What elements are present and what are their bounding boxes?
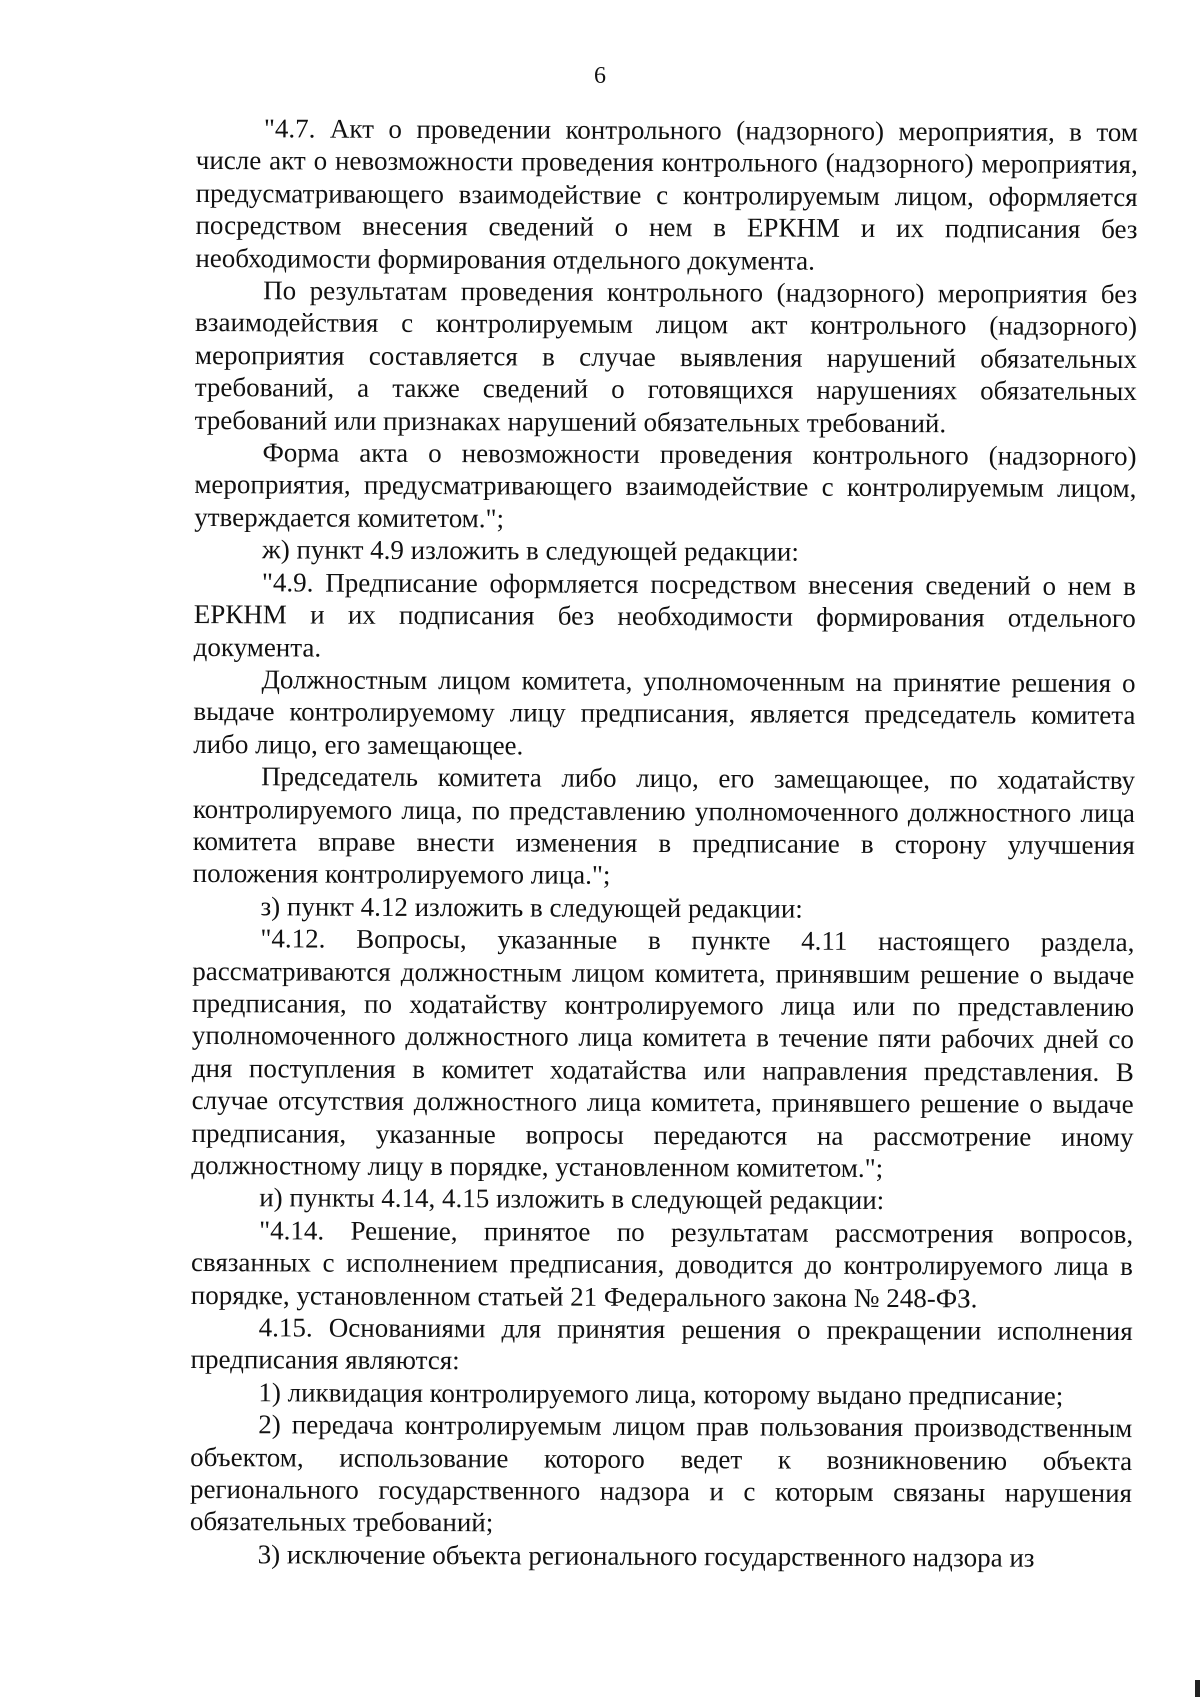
paragraph-amendment-i: и) пункты 4.14, 4.15 изложить в следующей редакции: <box>259 1182 885 1216</box>
page-edge-mark <box>1195 1680 1200 1697</box>
paragraph-4-14: "4.14. Решение, принятое по результатам рассмотрения вопросов, связанных с исполнением предписания, доводится до контролируемого лица в порядке, установленном статьей 21 Федерального закона № 248-ФЗ. <box>190 1215 1134 1314</box>
document-body <box>190 112 1138 1574</box>
paragraph-responsible-official: Должностным лицом комитета, уполномоченным на принятие решения о выдаче контролируемому лицу предписания, является председатель комитета либо лицо, его замещающее. <box>193 664 1136 761</box>
paragraph-act-form: Форма акта о невозможности проведения контрольного (надзорного) мероприятия, предусматривающего взаимодействие с контролируемым лицом, утверждается комитетом."; <box>194 437 1137 534</box>
list-item-3: 3) исключение объекта регионального государственного надзора из <box>257 1539 1035 1573</box>
paragraph-act-results: По результатам проведения контрольного (надзорного) мероприятия без взаимодействия с контролируемым лицом акт контрольного (надзорного) мероприятия составляется в случае выявления нарушений обязательных требований, а также сведений о готовящихся нарушениях обязательных требований или признаках нарушений обязательных требований. <box>194 275 1138 438</box>
paragraph-4-7: "4.7. Акт о проведении контрольного (надзорного) мероприятия, в том числе акт о невозможности проведения контрольного (надзорного) мероприятия, предусматривающего взаимодействие с контролируемым лицом, оформляется посредством внесения сведений о нем в ЕРКНМ и их подписания без необходимости формирования отдельного документа. <box>195 113 1138 276</box>
paragraph-4-9: "4.9. Предписание оформляется посредством внесения сведений о нем в ЕРКНМ и их подписания без необходимости формирования отдельного документа. <box>193 566 1137 663</box>
paragraph-chairman-changes: Председатель комитета либо лицо, его замещающее, по ходатайству контролируемого лица, по представлению уполномоченного должностного лица комитета вправе внести изменения в предписание в сторону улучшения положения контролируемого лица."; <box>192 761 1136 891</box>
page-number: 6 <box>594 63 606 89</box>
paragraph-amendment-z: з) пункт 4.12 изложить в следующей редакции: <box>260 891 803 924</box>
paragraph-4-12: "4.12. Вопросы, указанные в пункте 4.11 настоящего раздела, рассматриваются должностным лицом комитета, принявшим решение о выдаче предписания, по ходатайству контролируемого лица или по представлению уполномоченного должностного лица комитета в течение пяти рабочих дней со дня поступления в комитет ходатайства или направления представления. В случае отсутствия должностного лица комитета, принявшего решение о выдаче предписания, указанные вопросы передаются на рассмотрение иному должностному лицу в порядке, установленном комитетом."; <box>191 923 1135 1184</box>
paragraph-4-15: 4.15. Основаниями для принятия решения о прекращении исполнения предписания являются: <box>190 1312 1133 1376</box>
paragraph-amendment-zh: ж) пункт 4.9 изложить в следующей редакции: <box>262 534 799 567</box>
list-item-1: 1) ликвидация контролируемого лица, которому выдано предписание; <box>258 1377 1064 1411</box>
list-item-2: 2) передача контролируемым лицом прав пользования производственным объектом, использование которого ведет к возникновению объекта регионального государственного надзора и с которым связаны нарушения обязательных требований; <box>189 1409 1133 1538</box>
